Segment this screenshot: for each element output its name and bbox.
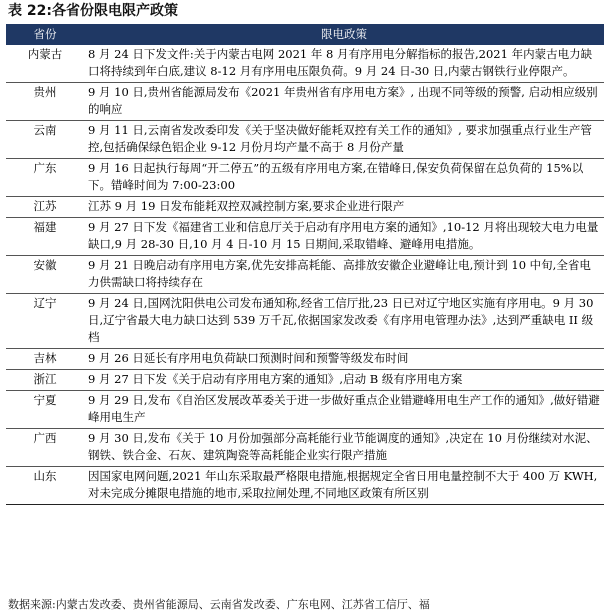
policy-cell: 9 月 30 日,发布《关于 10 月份加强部分高耗能行业节能调度的通知》,决定在 10 月份继续对水泥、钢铁、铁合金、石灰、建筑陶瓷等高耗能企业实行限产措施	[84, 429, 604, 467]
table-row	[6, 391, 604, 429]
header-province: 省份	[6, 24, 84, 44]
table-title: 表 22:各省份限电限产政策	[8, 3, 178, 19]
province-cell: 浙江	[6, 370, 84, 391]
table-row	[6, 218, 604, 256]
province-cell: 广西	[6, 429, 84, 467]
province-cell: 福建	[6, 218, 84, 256]
province-cell: 云南	[6, 121, 84, 159]
province-cell: 江苏	[6, 197, 84, 218]
province-cell: 山东	[6, 467, 84, 505]
table-row	[6, 121, 604, 159]
policy-cell: 9 月 24 日,国网沈阳供电公司发布通知称,经省工信厅批,23 日已对辽宁地区实施有序用电。9 月 30 日,辽宁省最大电力缺口达到 539 万千瓦,依据国家发改委《有序用电管理办法》,达到严重缺电 II 级档	[84, 294, 604, 349]
province-cell: 安徽	[6, 256, 84, 294]
province-cell: 贵州	[6, 83, 84, 121]
policy-cell: 9 月 16 日起执行每周“开二停五”的五级有序用电方案,在错峰日,保安负荷保留在总负荷的 15%以下。错峰时间为 7:00-23:00	[84, 159, 604, 197]
table-row	[6, 197, 604, 218]
table-row	[6, 44, 604, 83]
policy-cell: 因国家电网问题,2021 年山东采取最严格限电措施,根据规定全省日用电量控制不大于 400 万 KWH,对未完成分摊限电措施的地市,采取拉闸处理,不同地区政策有所区别	[84, 467, 604, 505]
table-row	[6, 83, 604, 121]
header-policy: 限电政策	[84, 24, 604, 44]
province-cell: 辽宁	[6, 294, 84, 349]
policy-cell: 9 月 10 日,贵州省能源局发布《2021 年贵州省有序用电方案》, 出现不同等级的预警, 启动相应级别的响应	[84, 83, 604, 121]
province-cell: 吉林	[6, 349, 84, 370]
table-row	[6, 159, 604, 197]
table-header-row	[6, 24, 604, 44]
table-row	[6, 349, 604, 370]
table-row	[6, 429, 604, 467]
table-row	[6, 370, 604, 391]
province-cell: 宁夏	[6, 391, 84, 429]
policy-cell: 江苏 9 月 19 日发布能耗双控双减控制方案,要求企业进行限产	[84, 197, 604, 218]
table-row	[6, 467, 604, 505]
policy-cell: 9 月 27 日下发《关于启动有序用电方案的通知》,启动 B 级有序用电方案	[84, 370, 604, 391]
policy-cell: 9 月 21 日晚启动有序用电方案,优先安排高耗能、高排放安徽企业避峰让电,预计到 10 中旬,全省电力供需缺口将持续存在	[84, 256, 604, 294]
policy-table	[6, 24, 604, 505]
policy-cell: 9 月 29 日,发布《自治区发展改革委关于进一步做好重点企业错避峰用电生产工作的通知》,做好错避峰用电生产	[84, 391, 604, 429]
table-row	[6, 256, 604, 294]
province-cell: 广东	[6, 159, 84, 197]
policy-cell: 9 月 11 日,云南省发改委印发《关于坚决做好能耗双控有关工作的通知》, 要求加强重点行业生产管控,包括确保绿色铝企业 9-12 月份月均产量不高于 8 月份产量	[84, 121, 604, 159]
policy-cell: 9 月 26 日延长有序用电负荷缺口预测时间和预警等级发布时间	[84, 349, 604, 370]
data-source-note: 数据来源:内蒙古发改委、贵州省能源局、云南省发改委、广东电网、江苏省工信厅、福	[8, 598, 430, 611]
policy-cell: 9 月 27 日下发《福建省工业和信息厅关于启动有序用电方案的通知》,10-12 月将出现较大电力电量缺口,9 月 28-30 日,10 月 4 日-10 月 15 日期间,采取错峰、避峰用电措施。	[84, 218, 604, 256]
province-cell: 内蒙古	[6, 44, 84, 83]
policy-cell: 8 月 24 日下发文件:关于内蒙古电网 2021 年 8 月有序用电分解指标的报告,2021 年内蒙古电力缺口将持续到年白底,建议 8-12 月有序用电压限负荷。9 月 24 日-30 日,内蒙古钢铁行业停限产。	[84, 44, 604, 83]
table-row	[6, 294, 604, 349]
